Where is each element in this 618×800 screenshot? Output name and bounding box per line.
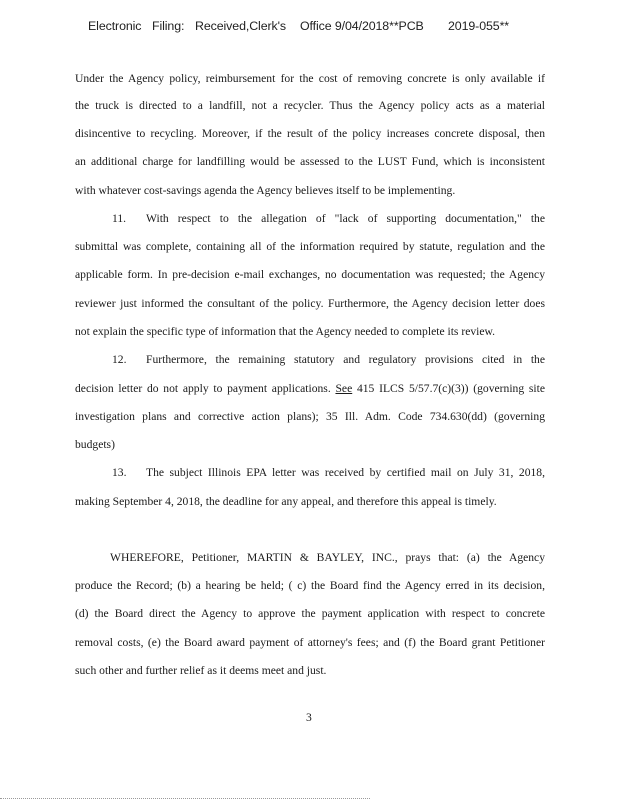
text-line: an additional charge for landfilling would be assessed to the LUST Fund, which is inconsistent: [75, 155, 545, 168]
text-line: reviewer just informed the consultant of the policy. Furthermore, the Agency decision letter does: [75, 297, 545, 310]
text-line: [112, 212, 545, 226]
paragraph-text: Furthermore, the remaining statutory and regulatory provisions cited in the: [146, 353, 545, 366]
text-line: [112, 466, 545, 480]
text-line: removal costs, (e) the Board award payment of attorney's fees; and (f) the Board grant Petitioner: [75, 636, 545, 649]
header-case-number: 2019-055**: [448, 19, 510, 33]
text-line: investigation plans and corrective action plans); 35 Ill. Adm. Code 734.630(dd) (governing: [75, 410, 545, 423]
text-line: budgets): [75, 438, 115, 451]
text-line: making September 4, 2018, the deadline for any appeal, and therefore this appeal is timely.: [75, 495, 497, 508]
paragraph-number: 13.: [112, 466, 127, 479]
header-office-date-pcb: Office 9/04/2018**PCB: [300, 19, 424, 33]
header-electronic: Electronic: [88, 19, 142, 33]
text-line: [112, 353, 545, 367]
text-line: [75, 382, 545, 396]
text-line: the truck is directed to a landfill, not a recycler. Thus the Agency policy acts as a material: [75, 99, 545, 112]
text-line: submittal was complete, containing all of the information required by statute, regulation and the: [75, 240, 545, 253]
paragraph-number: 12.: [112, 353, 127, 366]
paragraph-text: decision letter do not apply to payment applications.: [75, 382, 336, 395]
paragraph-text: With respect to the allegation of "lack of supporting documentation," the: [146, 212, 545, 225]
filing-header: [88, 19, 509, 33]
text-line: (d) the Board direct the Agency to approve the payment application with respect to concrete: [75, 607, 545, 620]
header-filing: Filing:: [152, 19, 185, 33]
text-line: not explain the specific type of information that the Agency needed to complete its review.: [75, 325, 496, 338]
text-line: with whatever cost-savings agenda the Agency believes itself to be implementing.: [75, 184, 456, 197]
text-line: applicable form. In pre-decision e-mail exchanges, no documentation was requested; the Agency: [75, 268, 545, 281]
text-line: WHEREFORE, Petitioner, MARTIN & BAYLEY, INC., prays that: (a) the Agency: [110, 551, 545, 564]
text-line: Under the Agency policy, reimbursement for the cost of removing concrete is only available if: [75, 72, 545, 85]
page-number: 3: [306, 711, 312, 724]
header-received-clerks: Received,Clerk's: [195, 19, 286, 33]
paragraph-number: 11.: [112, 212, 127, 225]
paragraph-text: 415 ILCS 5/57.7(c)(3)) (governing site: [352, 382, 545, 395]
text-line: such other and further relief as it deems meet and just.: [75, 664, 327, 677]
paragraph-text: The subject Illinois EPA letter was received by certified mail on July 31, 2018,: [146, 466, 545, 479]
see-citation-signal: See: [335, 382, 353, 395]
text-line: produce the Record; (b) a hearing be held; ( c) the Board find the Agency erred in its decision,: [75, 579, 545, 592]
text-line: disincentive to recycling. Moreover, if the result of the policy increases concrete disposal, then: [75, 127, 545, 140]
